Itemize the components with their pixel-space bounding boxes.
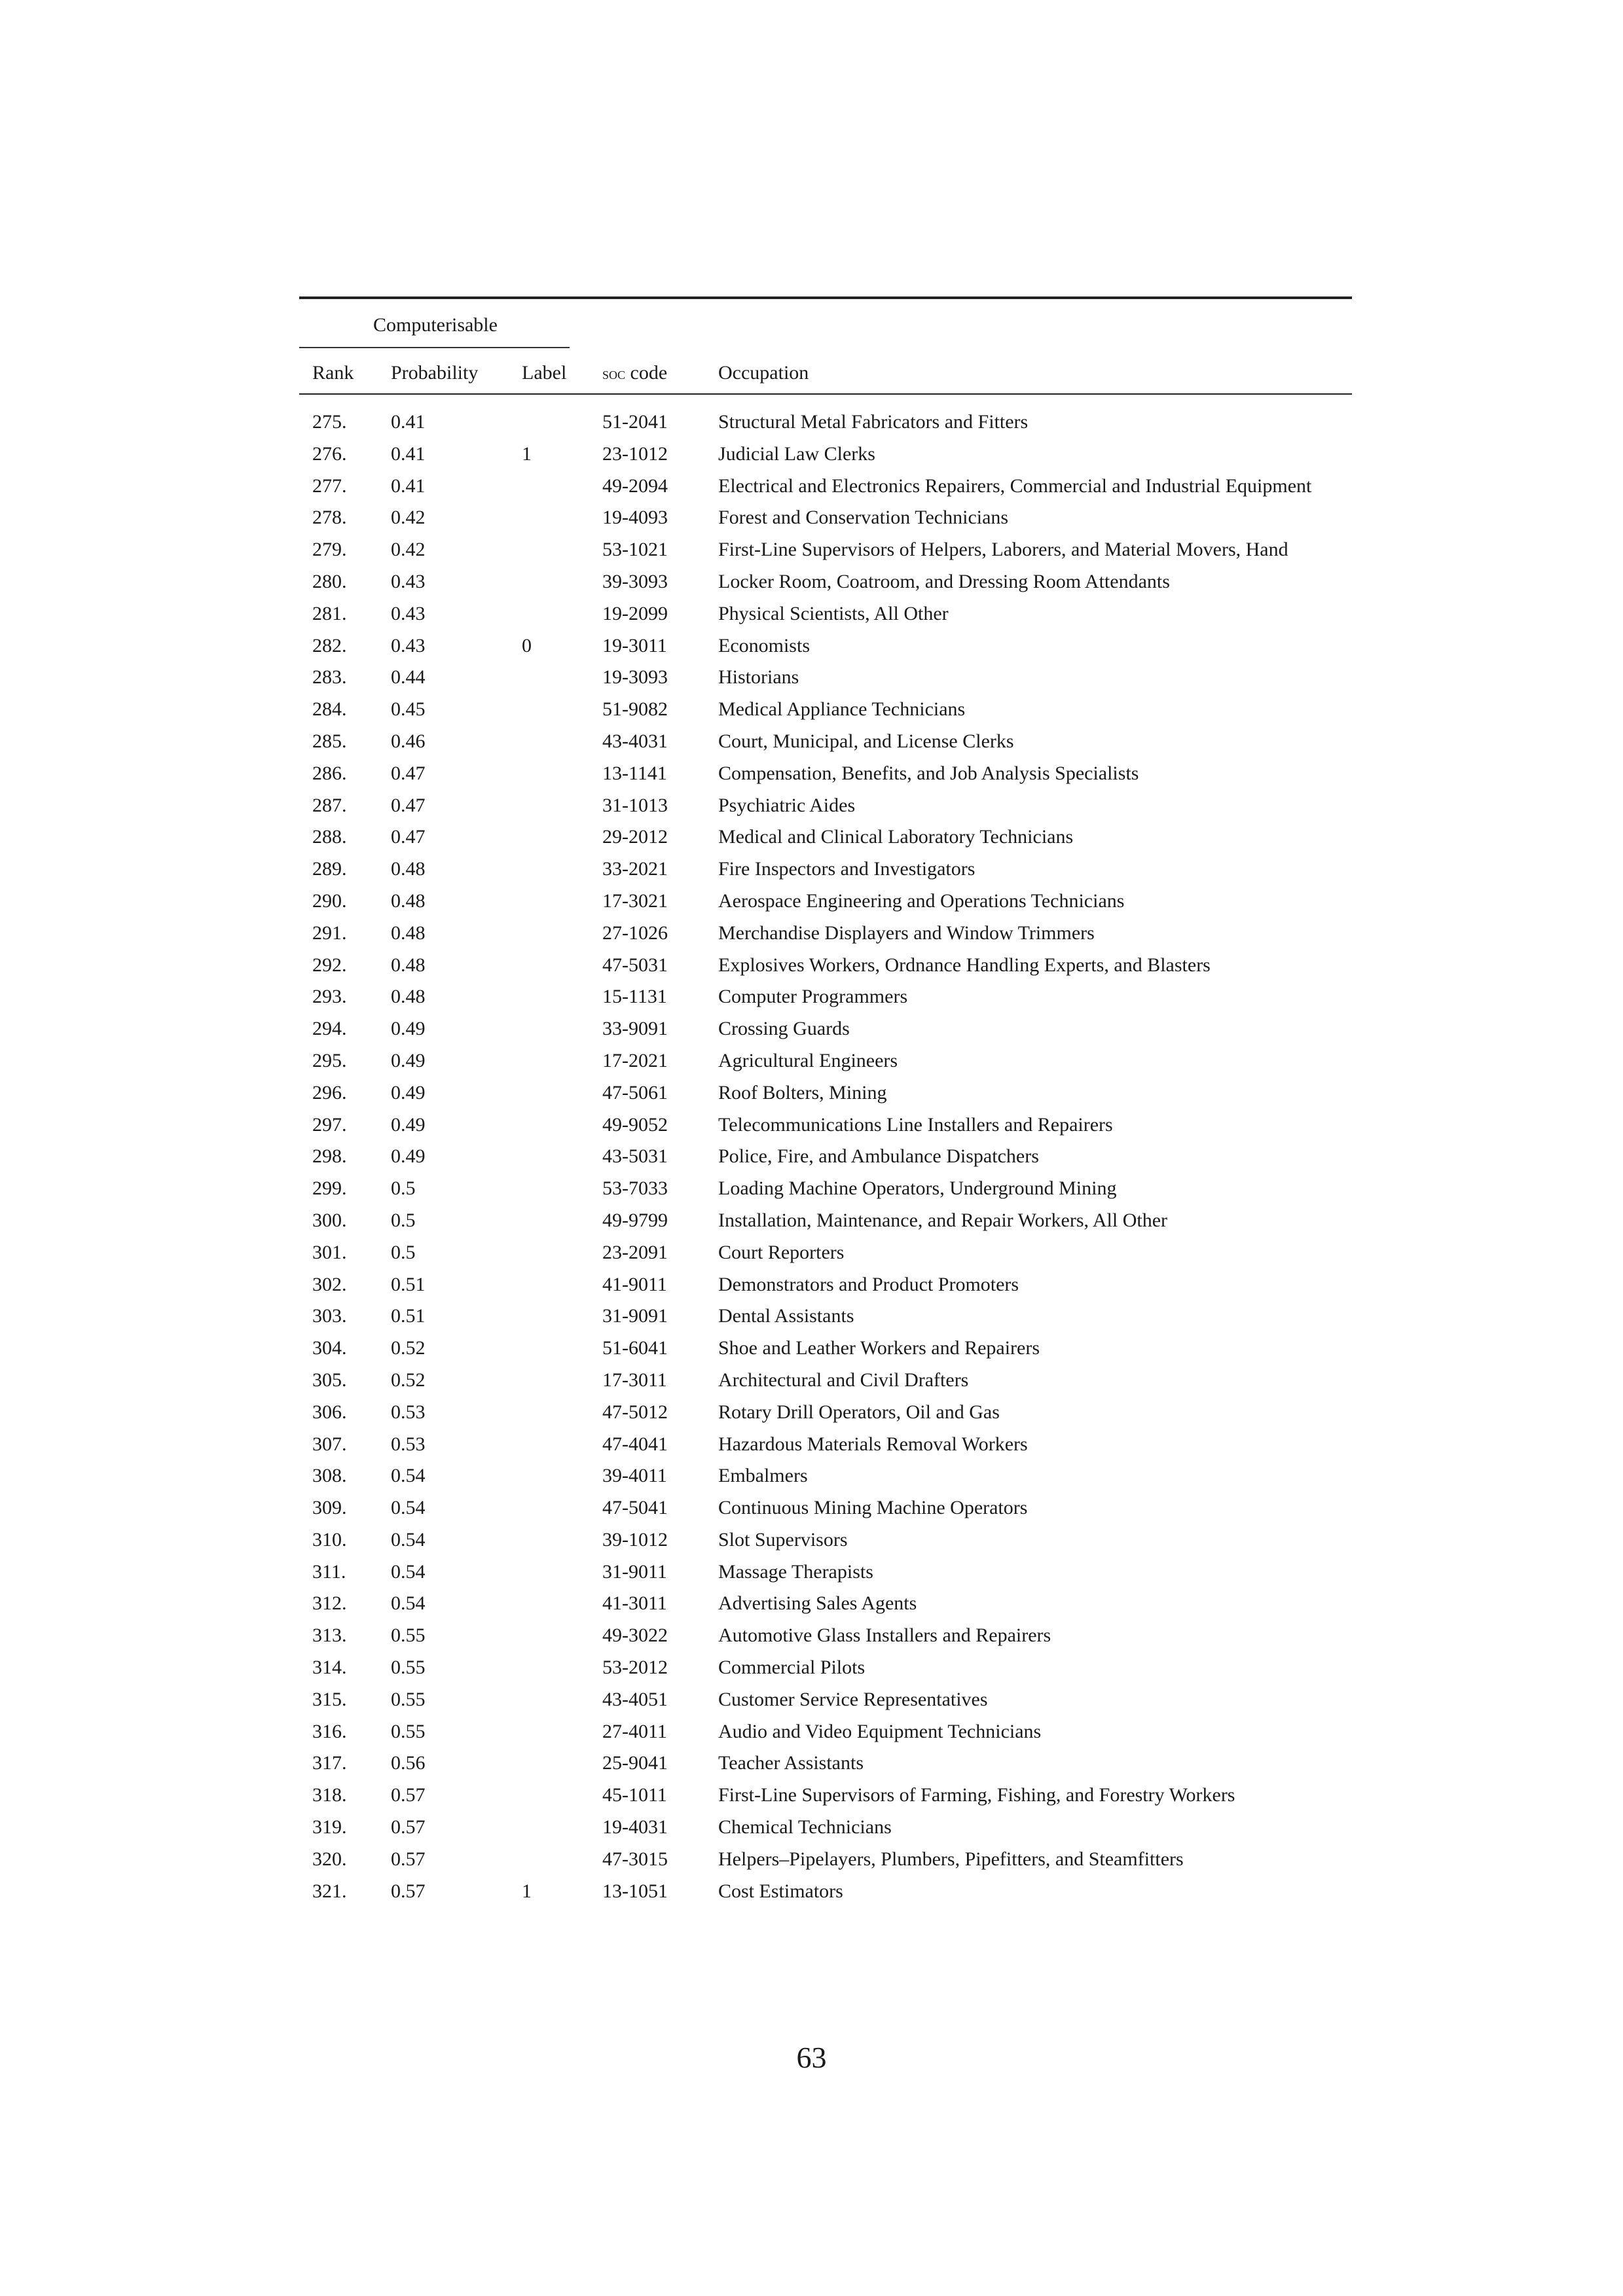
- soc-code-cell: 47-5031: [602, 954, 668, 976]
- probability-cell: 0.41: [391, 411, 426, 433]
- table-row: [299, 886, 1352, 918]
- rank-cell: 292.: [312, 954, 347, 976]
- soc-code-cell: 45-1011: [602, 1784, 667, 1806]
- label-cell: 0: [522, 634, 532, 656]
- probability-cell: 0.48: [391, 954, 426, 976]
- rank-cell: 286.: [312, 762, 347, 784]
- rank-cell: 285.: [312, 730, 347, 752]
- rank-cell: 305.: [312, 1369, 347, 1391]
- table-row: [299, 1205, 1352, 1237]
- table-row: [299, 853, 1352, 886]
- soc-code-cell: 51-6041: [602, 1337, 668, 1359]
- occupation-column-header: Occupation: [718, 362, 809, 384]
- probability-cell: 0.54: [391, 1560, 426, 1583]
- table-row: [299, 1524, 1352, 1556]
- table-row: [299, 566, 1352, 598]
- occupation-cell: Locker Room, Coatroom, and Dressing Room Attendants: [718, 570, 1170, 592]
- table-row: [299, 471, 1352, 503]
- table-row: [299, 1045, 1352, 1077]
- table-row: [299, 1844, 1352, 1876]
- table-row: [299, 502, 1352, 534]
- rank-cell: 308.: [312, 1465, 347, 1487]
- occupation-cell: Dental Assistants: [718, 1305, 854, 1327]
- probability-cell: 0.43: [391, 602, 426, 624]
- occupation-cell: Embalmers: [718, 1465, 808, 1487]
- occupation-cell: Structural Metal Fabricators and Fitters: [718, 411, 1029, 433]
- soc-code-cell: 29-2012: [602, 826, 668, 848]
- table-row: [299, 1237, 1352, 1269]
- rank-cell: 297.: [312, 1113, 347, 1136]
- soc-code-cell: 53-7033: [602, 1177, 668, 1200]
- probability-cell: 0.42: [391, 539, 426, 561]
- occupation-cell: Agricultural Engineers: [718, 1049, 898, 1071]
- soc-code-cell: 51-2041: [602, 411, 668, 433]
- table-row: [299, 1141, 1352, 1173]
- occupation-cell: Shoe and Leather Workers and Repairers: [718, 1337, 1040, 1359]
- probability-cell: 0.49: [391, 1145, 426, 1168]
- label-cell: 1: [522, 1880, 532, 1902]
- rank-cell: 318.: [312, 1784, 347, 1806]
- page-number: 63: [796, 2041, 827, 2074]
- probability-cell: 0.55: [391, 1720, 426, 1742]
- probability-cell: 0.42: [391, 507, 426, 529]
- rank-cell: 275.: [312, 411, 347, 433]
- table-row: [299, 726, 1352, 758]
- probability-cell: 0.53: [391, 1433, 426, 1455]
- occupation-cell: Customer Service Representatives: [718, 1688, 988, 1710]
- occupation-cell: Electrical and Electronics Repairers, Commercial and Industrial Equipment: [718, 475, 1312, 497]
- soc-code-suffix: code: [625, 362, 668, 384]
- rank-cell: 280.: [312, 570, 347, 592]
- rank-cell: 321.: [312, 1880, 347, 1902]
- occupation-cell: Psychiatric Aides: [718, 794, 856, 816]
- probability-cell: 0.43: [391, 634, 426, 656]
- rank-cell: 311.: [312, 1560, 346, 1583]
- occupation-cell: Automotive Glass Installers and Repairers: [718, 1624, 1051, 1647]
- rank-cell: 313.: [312, 1624, 347, 1647]
- table-row: [299, 918, 1352, 950]
- table-row: [299, 662, 1352, 694]
- soc-code-cell: 39-3093: [602, 570, 668, 592]
- occupation-cell: Explosives Workers, Ordnance Handling Experts, and Blasters: [718, 954, 1211, 976]
- occupation-cell: Cost Estimators: [718, 1880, 843, 1902]
- rank-cell: 276.: [312, 442, 347, 465]
- rank-cell: 307.: [312, 1433, 347, 1455]
- table-top-rule: [299, 296, 1352, 299]
- rank-cell: 299.: [312, 1177, 347, 1200]
- occupation-cell: First-Line Supervisors of Helpers, Laborers, and Material Movers, Hand: [718, 539, 1288, 561]
- occupation-cell: Roof Bolters, Mining: [718, 1081, 887, 1103]
- soc-code-cell: 27-4011: [602, 1720, 667, 1742]
- soc-code-cell: 49-9052: [602, 1113, 668, 1136]
- rank-cell: 301.: [312, 1241, 347, 1263]
- occupation-cell: First-Line Supervisors of Farming, Fishing, and Forestry Workers: [718, 1784, 1235, 1806]
- probability-cell: 0.54: [391, 1465, 426, 1487]
- occupation-cell: Demonstrators and Product Promoters: [718, 1273, 1019, 1295]
- occupation-cell: Judicial Law Clerks: [718, 442, 875, 465]
- soc-code-cell: 17-3011: [602, 1369, 667, 1391]
- computerisable-group-header: Computerisable: [373, 314, 498, 336]
- soc-code-cell: 47-5061: [602, 1081, 668, 1103]
- occupation-cell: Economists: [718, 634, 810, 656]
- soc-code-cell: 39-1012: [602, 1528, 668, 1551]
- rank-cell: 294.: [312, 1018, 347, 1040]
- soc-code-cell: 25-9041: [602, 1752, 668, 1774]
- table-row: [299, 1812, 1352, 1844]
- probability-cell: 0.52: [391, 1337, 426, 1359]
- probability-cell: 0.49: [391, 1113, 426, 1136]
- table-row: [299, 630, 1352, 662]
- rank-cell: 283.: [312, 666, 347, 689]
- soc-code-cell: 41-3011: [602, 1592, 667, 1615]
- rank-column-header: Rank: [312, 362, 354, 384]
- soc-code-cell: 43-5031: [602, 1145, 668, 1168]
- table-row: [299, 1269, 1352, 1301]
- rank-cell: 315.: [312, 1688, 347, 1710]
- rank-cell: 310.: [312, 1528, 347, 1551]
- probability-cell: 0.44: [391, 666, 426, 689]
- probability-cell: 0.57: [391, 1848, 426, 1870]
- occupation-cell: Merchandise Displayers and Window Trimmers: [718, 922, 1095, 944]
- rank-cell: 316.: [312, 1720, 347, 1742]
- table-row: [299, 1588, 1352, 1620]
- occupation-cell: Aerospace Engineering and Operations Technicians: [718, 889, 1125, 912]
- soc-code-cell: 19-3093: [602, 666, 668, 689]
- occupation-cell: Compensation, Benefits, and Job Analysis Specialists: [718, 762, 1139, 784]
- probability-cell: 0.48: [391, 922, 426, 944]
- label-cell: 1: [522, 442, 532, 465]
- table-row: [299, 439, 1352, 471]
- probability-cell: 0.46: [391, 730, 426, 752]
- occupation-cell: Hazardous Materials Removal Workers: [718, 1433, 1028, 1455]
- group-header-rule: [299, 347, 570, 348]
- rank-cell: 302.: [312, 1273, 347, 1295]
- rank-cell: 279.: [312, 539, 347, 561]
- table-row: [299, 1620, 1352, 1652]
- table-row: [299, 1748, 1352, 1780]
- soc-code-cell: 49-3022: [602, 1624, 668, 1647]
- probability-cell: 0.51: [391, 1273, 426, 1295]
- table-body: [299, 406, 1352, 1907]
- table-row: [299, 821, 1352, 853]
- table-row: [299, 1652, 1352, 1684]
- table-row: [299, 1429, 1352, 1461]
- soc-code-cell: 43-4051: [602, 1688, 668, 1710]
- occupation-cell: Fire Inspectors and Investigators: [718, 858, 976, 880]
- occupation-cell: Audio and Video Equipment Technicians: [718, 1720, 1042, 1742]
- soc-code-cell: 15-1131: [602, 986, 667, 1008]
- occupation-cell: Rotary Drill Operators, Oil and Gas: [718, 1401, 1000, 1423]
- probability-cell: 0.5: [391, 1209, 416, 1231]
- rank-cell: 298.: [312, 1145, 347, 1168]
- probability-cell: 0.49: [391, 1049, 426, 1071]
- table-row: [299, 1716, 1352, 1748]
- rank-cell: 288.: [312, 826, 347, 848]
- probability-cell: 0.54: [391, 1528, 426, 1551]
- soc-code-cell: 13-1141: [602, 762, 667, 784]
- table-row: [299, 1333, 1352, 1365]
- probability-cell: 0.47: [391, 826, 426, 848]
- soc-code-cell: 19-4031: [602, 1816, 668, 1839]
- soc-code-cell: 17-2021: [602, 1049, 668, 1071]
- probability-cell: 0.45: [391, 698, 426, 721]
- soc-code-cell: 53-1021: [602, 539, 668, 561]
- table-row: [299, 1173, 1352, 1205]
- occupation-cell: Massage Therapists: [718, 1560, 873, 1583]
- soc-code-cell: 23-2091: [602, 1241, 668, 1263]
- probability-cell: 0.56: [391, 1752, 426, 1774]
- rank-cell: 312.: [312, 1592, 347, 1615]
- soc-code-cell: 53-2012: [602, 1657, 668, 1679]
- header-bottom-rule: [299, 393, 1352, 395]
- probability-cell: 0.41: [391, 475, 426, 497]
- occupation-cell: Forest and Conservation Technicians: [718, 507, 1009, 529]
- occupation-cell: Helpers–Pipelayers, Plumbers, Pipefitters, and Steamfitters: [718, 1848, 1184, 1870]
- rank-cell: 291.: [312, 922, 347, 944]
- table-row: [299, 981, 1352, 1013]
- rank-cell: 300.: [312, 1209, 347, 1231]
- probability-cell: 0.55: [391, 1657, 426, 1679]
- occupation-cell: Slot Supervisors: [718, 1528, 848, 1551]
- table-row: [299, 534, 1352, 566]
- probability-cell: 0.55: [391, 1624, 426, 1647]
- occupation-cell: Physical Scientists, All Other: [718, 602, 949, 624]
- table-row: [299, 1300, 1352, 1333]
- probability-cell: 0.54: [391, 1497, 426, 1519]
- probability-cell: 0.5: [391, 1177, 416, 1200]
- soc-code-cell: 33-9091: [602, 1018, 668, 1040]
- table-row: [299, 790, 1352, 822]
- rank-cell: 309.: [312, 1497, 347, 1519]
- rank-cell: 317.: [312, 1752, 347, 1774]
- occupation-cell: Architectural and Civil Drafters: [718, 1369, 969, 1391]
- label-column-header: Label: [522, 362, 567, 384]
- occupation-cell: Court Reporters: [718, 1241, 845, 1263]
- table-row: [299, 1876, 1352, 1908]
- occupation-cell: Teacher Assistants: [718, 1752, 864, 1774]
- table-row: [299, 1397, 1352, 1429]
- table-row: [299, 598, 1352, 630]
- probability-cell: 0.48: [391, 858, 426, 880]
- probability-cell: 0.41: [391, 442, 426, 465]
- occupation-cell: Continuous Mining Machine Operators: [718, 1497, 1028, 1519]
- soc-code-cell: 23-1012: [602, 442, 668, 465]
- probability-cell: 0.57: [391, 1784, 426, 1806]
- soc-code-column-header: [602, 360, 667, 387]
- probability-cell: 0.49: [391, 1081, 426, 1103]
- probability-cell: 0.48: [391, 889, 426, 912]
- rank-cell: 278.: [312, 507, 347, 529]
- occupation-cell: Court, Municipal, and License Clerks: [718, 730, 1014, 752]
- occupation-cell: Police, Fire, and Ambulance Dispatchers: [718, 1145, 1039, 1168]
- table-row: [299, 1365, 1352, 1397]
- soc-code-cell: 41-9011: [602, 1273, 667, 1295]
- probability-cell: 0.5: [391, 1241, 416, 1263]
- soc-code-cell: 47-3015: [602, 1848, 668, 1870]
- probability-cell: 0.47: [391, 794, 426, 816]
- soc-code-cell: 31-9011: [602, 1560, 667, 1583]
- table-row: [299, 950, 1352, 982]
- rank-cell: 314.: [312, 1657, 347, 1679]
- rank-cell: 287.: [312, 794, 347, 816]
- occupation-cell: Medical and Clinical Laboratory Technicians: [718, 826, 1074, 848]
- rank-cell: 295.: [312, 1049, 347, 1071]
- rank-cell: 306.: [312, 1401, 347, 1423]
- soc-code-cell: 47-5041: [602, 1497, 668, 1519]
- probability-cell: 0.43: [391, 570, 426, 592]
- table-row: [299, 1077, 1352, 1109]
- rank-cell: 277.: [312, 475, 347, 497]
- occupation-cell: Advertising Sales Agents: [718, 1592, 917, 1615]
- probability-cell: 0.49: [391, 1018, 426, 1040]
- soc-code-cell: 19-2099: [602, 602, 668, 624]
- table-row: [299, 694, 1352, 726]
- soc-code-cell: 47-5012: [602, 1401, 668, 1423]
- probability-cell: 0.51: [391, 1305, 426, 1327]
- soc-code-cell: 27-1026: [602, 922, 668, 944]
- probability-cell: 0.48: [391, 986, 426, 1008]
- soc-code-cell: 19-4093: [602, 507, 668, 529]
- occupation-cell: Crossing Guards: [718, 1018, 850, 1040]
- table-row: [299, 1492, 1352, 1524]
- table-row: [299, 758, 1352, 790]
- soc-code-cell: 51-9082: [602, 698, 668, 721]
- occupation-cell: Telecommunications Line Installers and Repairers: [718, 1113, 1113, 1136]
- soc-code-cell: 17-3021: [602, 889, 668, 912]
- probability-cell: 0.52: [391, 1369, 426, 1391]
- soc-code-cell: 47-4041: [602, 1433, 668, 1455]
- probability-cell: 0.57: [391, 1880, 426, 1902]
- probability-cell: 0.54: [391, 1592, 426, 1615]
- table-row: [299, 1780, 1352, 1812]
- rank-cell: 319.: [312, 1816, 347, 1839]
- table-row: [299, 1109, 1352, 1141]
- table-row: [299, 406, 1352, 439]
- probability-cell: 0.53: [391, 1401, 426, 1423]
- table-row: [299, 1684, 1352, 1716]
- soc-code-cell: 49-9799: [602, 1209, 668, 1231]
- rank-cell: 290.: [312, 889, 347, 912]
- soc-code-cell: 13-1051: [602, 1880, 668, 1902]
- soc-code-cell: 39-4011: [602, 1465, 667, 1487]
- occupation-cell: Installation, Maintenance, and Repair Workers, All Other: [718, 1209, 1168, 1231]
- rank-cell: 303.: [312, 1305, 347, 1327]
- probability-column-header: Probability: [391, 362, 479, 384]
- table-row: [299, 1556, 1352, 1588]
- soc-abbreviation: soc: [602, 364, 626, 383]
- soc-code-cell: 33-2021: [602, 858, 668, 880]
- rank-cell: 281.: [312, 602, 347, 624]
- occupation-cell: Historians: [718, 666, 799, 689]
- rank-cell: 296.: [312, 1081, 347, 1103]
- rank-cell: 293.: [312, 986, 347, 1008]
- soc-code-cell: 43-4031: [602, 730, 668, 752]
- occupation-cell: Computer Programmers: [718, 986, 908, 1008]
- rank-cell: 320.: [312, 1848, 347, 1870]
- soc-code-cell: 31-1013: [602, 794, 668, 816]
- probability-cell: 0.57: [391, 1816, 426, 1839]
- rank-cell: 282.: [312, 634, 347, 656]
- table-row: [299, 1013, 1352, 1045]
- soc-code-cell: 31-9091: [602, 1305, 668, 1327]
- table-row: [299, 1460, 1352, 1492]
- soc-code-cell: 49-2094: [602, 475, 668, 497]
- occupation-cell: Commercial Pilots: [718, 1657, 866, 1679]
- rank-cell: 284.: [312, 698, 347, 721]
- occupation-cell: Chemical Technicians: [718, 1816, 892, 1839]
- soc-code-cell: 19-3011: [602, 634, 667, 656]
- occupation-cell: Medical Appliance Technicians: [718, 698, 966, 721]
- occupation-cell: Loading Machine Operators, Underground Mining: [718, 1177, 1117, 1200]
- rank-cell: 304.: [312, 1337, 347, 1359]
- rank-cell: 289.: [312, 858, 347, 880]
- probability-cell: 0.55: [391, 1688, 426, 1710]
- probability-cell: 0.47: [391, 762, 426, 784]
